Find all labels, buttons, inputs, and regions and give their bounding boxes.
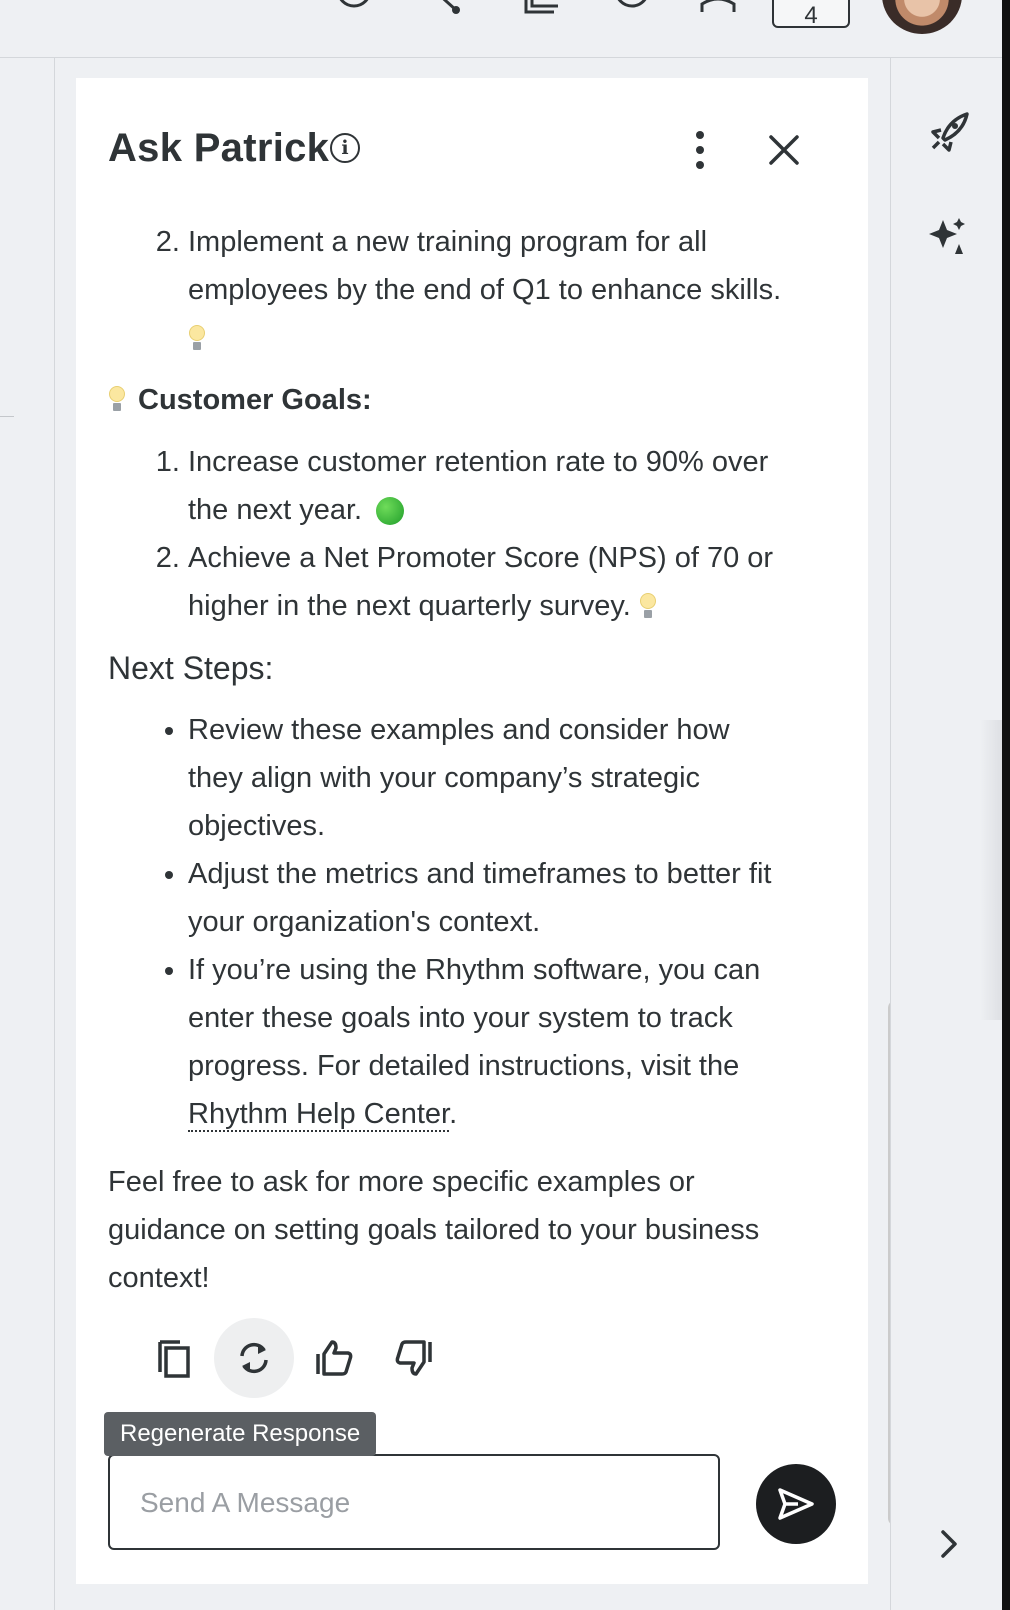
more-options-icon [690, 130, 710, 170]
regenerate-icon [234, 1338, 274, 1378]
divider [0, 416, 14, 417]
top-toolbar [0, 0, 1002, 58]
list-item [188, 438, 788, 534]
closing-text: Feel free to ask for more specific examples or guidance on setting goals tailored to your business context! [108, 1166, 760, 1294]
help-center-link[interactable]: Rhythm Help Center [188, 1098, 450, 1130]
close-button[interactable] [766, 132, 802, 168]
next-steps-heading: Next Steps: [108, 650, 274, 686]
more-options-button[interactable] [690, 130, 710, 170]
message-input[interactable] [138, 1486, 702, 1520]
close-icon [766, 132, 802, 168]
send-button[interactable] [756, 1464, 836, 1544]
goal-text: Increase customer retention rate to 90% over the next year. [188, 446, 769, 526]
message-input-box[interactable] [108, 1454, 720, 1550]
step-text: If you’re using the Rhythm software, you can enter these goals into your system to track progress. For detailed instructions, visit the [188, 954, 761, 1082]
chat-response [108, 218, 788, 1302]
list-item [188, 946, 788, 1138]
left-sidebar-edge [0, 58, 55, 1610]
next-steps-list [108, 706, 788, 1138]
customer-goals-list [108, 438, 788, 630]
goal-text: Achieve a Net Promoter Score (NPS) of 70 or higher in the next quarterly survey. [188, 542, 774, 622]
thumbs-up-button[interactable] [294, 1318, 374, 1398]
link-suffix: . [449, 1098, 458, 1130]
heading-text: Customer Goals: [138, 384, 372, 416]
regenerate-button[interactable] [214, 1318, 294, 1398]
thumbs-down-button[interactable] [374, 1318, 454, 1398]
list-item: • Review these examples and consider how they align with your company’s strategic objectives. [188, 706, 788, 850]
clock-icon[interactable] [336, 0, 372, 14]
rocket-icon[interactable] [927, 110, 971, 154]
lightbulb-icon [108, 386, 126, 414]
window-edge [1002, 0, 1010, 1610]
lightbulb-icon [639, 593, 657, 621]
list-item [188, 218, 788, 362]
thumbs-up-icon [314, 1338, 354, 1378]
ask-patrick-panel [76, 78, 868, 1584]
lightbulb-icon [188, 325, 206, 353]
edge-shadow [980, 720, 1002, 1020]
team-goals-list [108, 218, 788, 362]
avatar[interactable] [882, 0, 962, 34]
goal-text: Implement a new training program for all employees by the end of Q1 to enhance skills. [188, 226, 782, 306]
green-circle-icon [376, 497, 404, 525]
list-item [188, 534, 788, 630]
sparkles-icon[interactable] [927, 216, 971, 260]
alert-icon[interactable] [614, 0, 650, 14]
notification-count-badge[interactable]: 4 [772, 0, 850, 28]
send-icon [776, 1484, 816, 1524]
copy-doc-icon[interactable] [524, 0, 560, 14]
copy-button[interactable] [134, 1318, 214, 1398]
user-icon[interactable] [700, 0, 736, 14]
response-actions [134, 1318, 454, 1398]
list-item: • Adjust the metrics and timeframes to better fit your organization's context. [188, 850, 788, 946]
thumbs-down-icon [394, 1338, 434, 1378]
copy-icon [154, 1338, 194, 1378]
chevron-right-icon[interactable] [927, 1522, 971, 1566]
info-icon[interactable]: i [330, 133, 360, 163]
panel-title: Ask Patrick [108, 126, 330, 170]
regenerate-tooltip: Regenerate Response [104, 1412, 376, 1456]
share-icon[interactable] [428, 0, 464, 14]
customer-goals-heading [108, 376, 788, 424]
